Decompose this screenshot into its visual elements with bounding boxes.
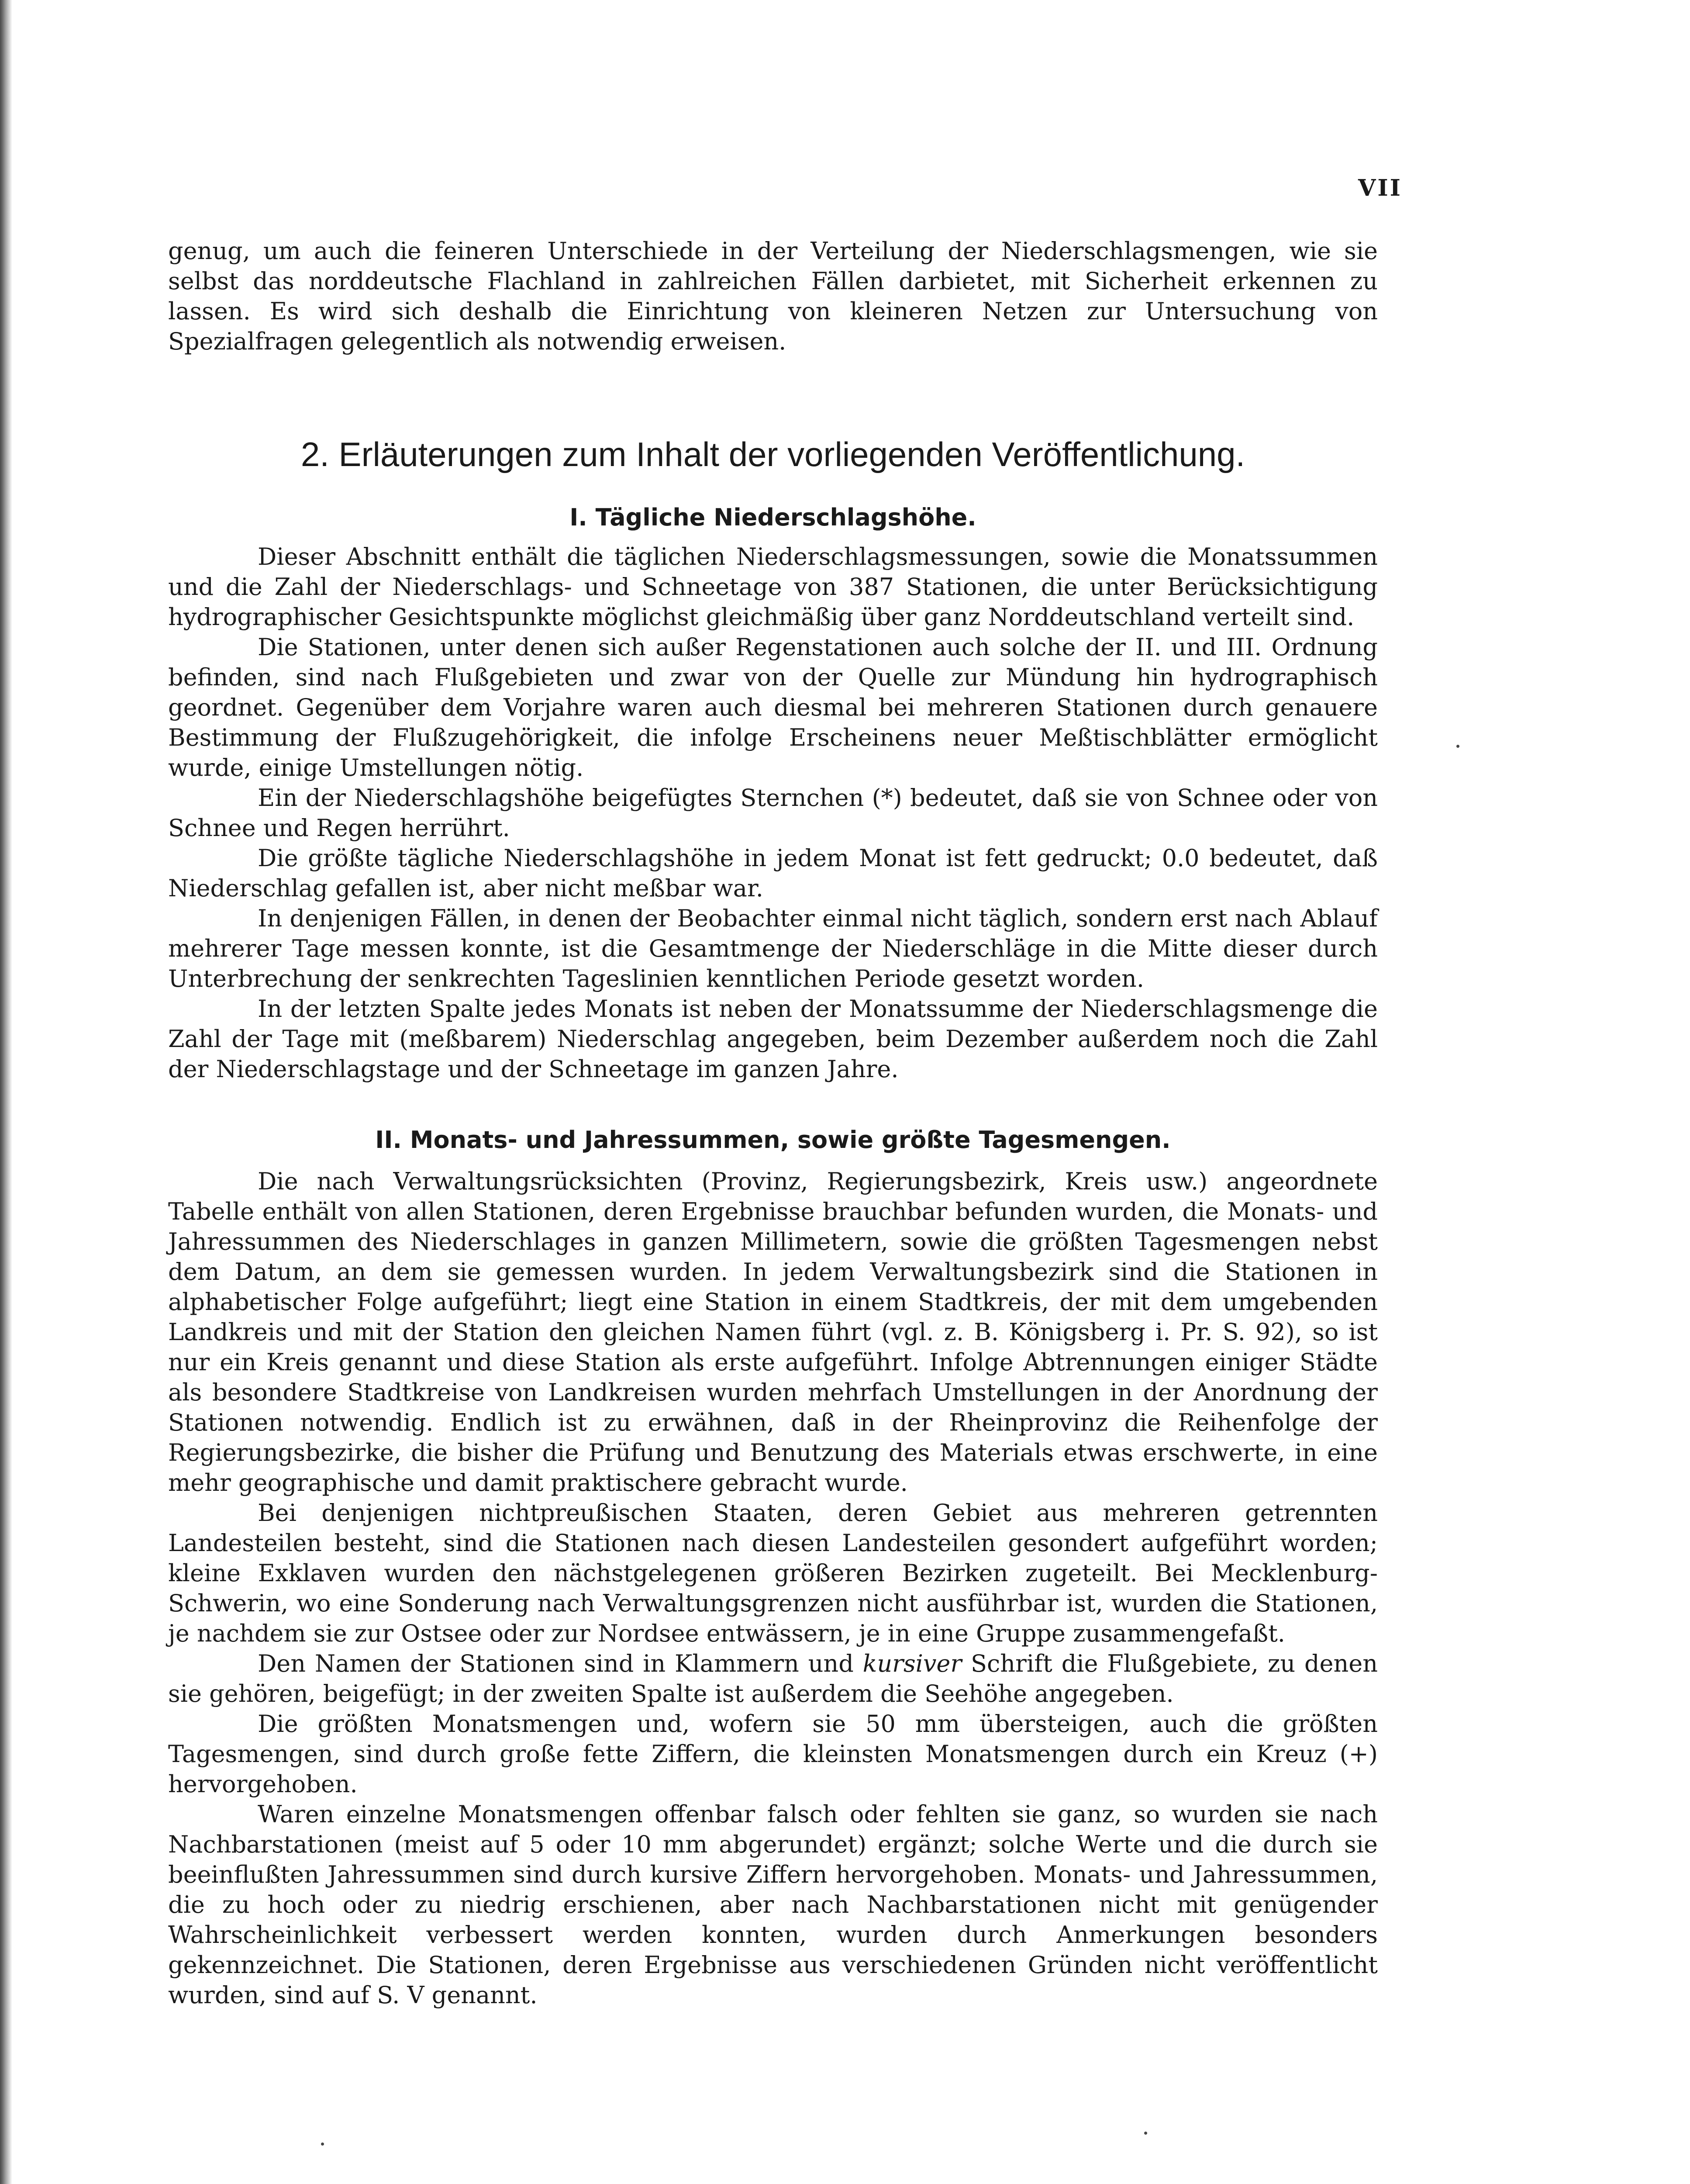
part1-body (168, 542, 1378, 1084)
page-number: VII (1358, 175, 1402, 201)
part1-heading: I. Tägliche Niederschlagshöhe. (569, 504, 976, 531)
part2-text: Schrift die Flußgebiete, zu denen sie gehören, beigefügt; in der zweiten Spalte ist außerdem die Seehöhe angegeben. (168, 1650, 1378, 1707)
part1-paragraph: Ein der Niederschlagshöhe beigefügtes Sternchen (*) bedeutet, daß sie von Schnee oder von Schnee und Regen herrührt. (168, 784, 1378, 842)
part1-paragraph: Dieser Abschnitt enthält die täglichen Niederschlagsmessungen, sowie die Monatssummen und die Zahl der Niederschlags- und Schneetage von 387 Stationen, die unter Berücksichtigung hydrographischer Gesichtspunkte möglichst gleichmäßig über ganz Norddeutschland verteilt sind. (168, 543, 1378, 631)
scan-speck (321, 2143, 324, 2146)
binding-edge (0, 0, 12, 2184)
part1-paragraph: Die größte tägliche Niederschlagshöhe in jedem Monat ist fett gedruckt; 0.0 bedeutet, daß Niederschlag gefallen ist, aber nicht meßbar war. (168, 844, 1378, 902)
intro-paragraph (168, 236, 1378, 356)
section-heading: 2. Erläuterungen zum Inhalt der vorliegenden Veröffentlichung. (300, 435, 1245, 473)
scan-speck (1456, 745, 1459, 748)
scan-speck (1144, 2132, 1147, 2135)
part2-text: Den Namen der Stationen sind in Klammern und (258, 1650, 854, 1677)
part2-paragraph-mixed (168, 1648, 1378, 1709)
part1-paragraph: In denjenigen Fällen, in denen der Beobachter einmal nicht täglich, sondern erst nach Ablauf mehrerer Tage messen konnte, ist die Gesamtmenge der Niederschläge in die Mitte dieser durch Unterbrechung der senkrechten Tageslinien kenntlichen Periode gesetzt worden. (168, 905, 1378, 992)
part2-heading: II. Monats- und Jahressummen, sowie größte Tagesmengen. (375, 1126, 1171, 1154)
part2-paragraph: Die nach Verwaltungsrücksichten (Provinz, Regierungsbezirk, Kreis usw.) angeordnete Tabelle enthält von allen Stationen, deren Ergebnisse brauchbar befunden wurden, die Monats- und Jahressummen des Niederschlages in ganzen Millimetern, sowie die größten Tagesmengen nebst dem Datum, an dem sie gemessen wurden. In jedem Verwaltungsbezirk sind die Stationen in alphabetischer Folge aufgeführt; liegt eine Station in einem Stadtkreis, der mit dem umgebenden Landkreis und mit der Station den gleichen Namen führt (vgl. z. B. Königsberg i. Pr. S. 92), so ist nur ein Kreis genannt und diese Station als erste aufgeführt. Infolge Abtrennungen einiger Städte als besondere Stadtkreise von Landkreisen wurden mehrfach Umstellungen in der Anordnung der Stationen notwendig. Endlich ist zu erwähnen, daß in der Rheinprovinz die Reihenfolge der Regierungsbezirke, die bisher die Prüfung und Benutzung des Materials etwas erschwerte, in eine mehr geographische und damit praktischere gebracht wurde. (168, 1168, 1378, 1496)
intro-text: genug, um auch die feineren Unterschiede in der Verteilung der Niederschlagsmengen, wie sie selbst das norddeutsche Flachland in zahlreichen Fällen darbietet, mit Sicherheit erkennen zu lassen. Es wird sich deshalb die Einrichtung von kleineren Netzen zur Untersuchung von Spezialfragen gelegentlich als notwendig erweisen. (168, 237, 1378, 355)
part1-paragraph: Die Stationen, unter denen sich außer Regenstationen auch solche der II. und III. Ordnung befinden, sind nach Flußgebieten und zwar von der Quelle zur Mündung hin hydrographisch geordnet. Gegenüber dem Vorjahre waren auch diesmal bei mehreren Stationen durch genauere Bestimmung der Flußzugehörigkeit, die infolge Erscheinens neuer Meßtischblätter ermöglicht wurde, einige Umstellungen nötig. (168, 633, 1378, 781)
part2-paragraph: Die größten Monatsmengen und, wofern sie 50 mm übersteigen, auch die größten Tagesmengen, sind durch große fette Ziffern, die kleinsten Monatsmengen durch ein Kreuz (+) hervorgehoben. (168, 1710, 1378, 1798)
part2-paragraph: Waren einzelne Monatsmengen offenbar falsch oder fehlten sie ganz, so wurden sie nach Nachbarstationen (meist auf 5 oder 10 mm abgerundet) ergänzt; solche Werte und die durch sie beeinflußten Jahressummen sind durch kursive Ziffern hervorgehoben. Monats- und Jahressummen, die zu hoch oder zu niedrig erschienen, aber nach Nachbarstationen nicht mit genügender Wahrscheinlichkeit verbessert werden konnten, wurden durch Anmerkungen besonders gekennzeichnet. Die Stationen, deren Ergebnisse aus verschiedenen Gründen nicht veröffentlicht wurden, sind auf S. V genannt. (168, 1800, 1378, 2009)
part1-paragraph: In der letzten Spalte jedes Monats ist neben der Monatssumme der Niederschlagsmenge die Zahl der Tage mit (meßbarem) Niederschlag angegeben, beim Dezember außerdem noch die Zahl der Niederschlagstage und der Schneetage im ganzen Jahre. (168, 995, 1378, 1083)
italic-word: kursiver (862, 1650, 962, 1677)
part2-paragraph: Bei denjenigen nichtpreußischen Staaten, deren Gebiet aus mehreren getrennten Landesteilen besteht, sind die Stationen nach diesen Landesteilen gesondert aufgeführt worden; kleine Exklaven wurden den nächstgelegenen größeren Bezirken zugeteilt. Bei Mecklenburg-Schwerin, wo eine Sonderung nach Verwaltungsgrenzen nicht ausführbar ist, wurden die Stationen, je nachdem sie zur Ostsee oder zur Nordsee entwässern, je in eine Gruppe zusammengefaßt. (168, 1499, 1378, 1647)
part2-body (168, 1166, 1378, 2010)
